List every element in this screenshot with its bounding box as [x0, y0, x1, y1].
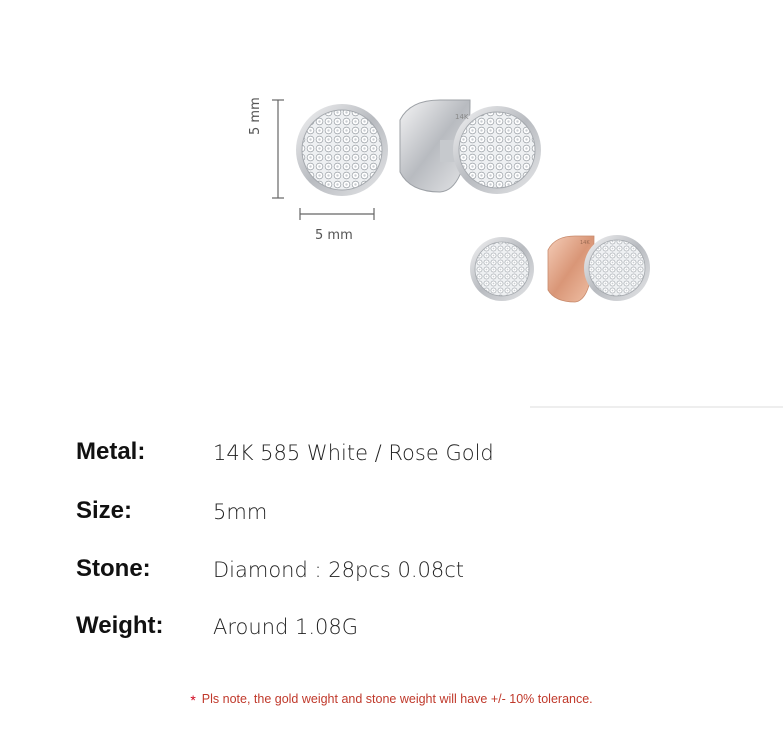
- white-gold-earring-back: [400, 100, 541, 194]
- tolerance-note-text: Pls note, the gold weight and stone weight will have +/- 10% tolerance.: [201, 692, 593, 706]
- white-gold-earring-front: [296, 104, 388, 196]
- svg-text:14K: 14K: [455, 113, 469, 121]
- spec-label: Weight:: [76, 612, 164, 639]
- spec-row-weight: [0, 612, 783, 652]
- height-dimension-guide: [272, 100, 284, 198]
- svg-text:14K: 14K: [580, 240, 590, 246]
- spec-label: Metal:: [76, 438, 146, 465]
- asterisk-icon: *: [190, 692, 196, 708]
- spec-row-stone: [0, 555, 783, 595]
- spec-label: Stone:: [76, 555, 151, 582]
- spec-value: 5mm: [213, 500, 268, 524]
- spec-value: Diamond : 28pcs 0.08ct: [213, 558, 464, 582]
- small-rose-gold-earring: [548, 235, 650, 302]
- width-dimension-label: 5 mm: [315, 228, 353, 243]
- tolerance-note: [0, 692, 783, 708]
- spec-row-size: [0, 497, 783, 537]
- spec-label: Size:: [76, 497, 133, 524]
- width-dimension-guide: [300, 208, 374, 220]
- small-white-gold-earring: [470, 237, 534, 301]
- spec-value: 14K 585 White / Rose Gold: [213, 441, 494, 465]
- height-dimension-label: 5 mm: [248, 97, 263, 135]
- spec-value: Around 1.08G: [213, 615, 359, 639]
- spec-row-metal: [0, 438, 783, 478]
